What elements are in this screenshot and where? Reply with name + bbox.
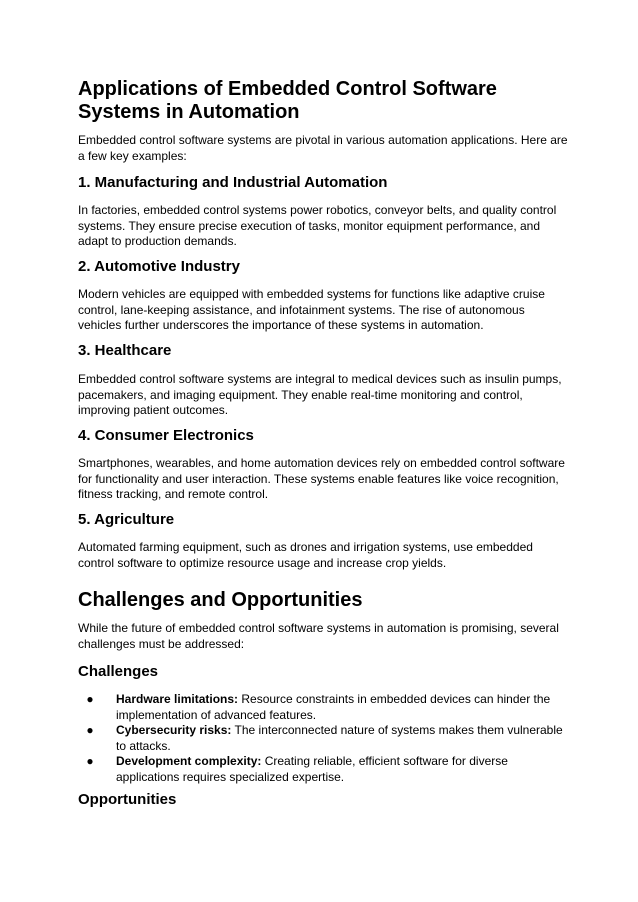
challenges-opportunities-heading: Challenges and Opportunities <box>78 589 363 611</box>
section-body-consumer-electronics: Smartphones, wearables, and home automation devices rely on embedded control software for functionality and user interaction. These systems enable features like voice recognition, fitness tracking, and remote control. <box>78 456 565 501</box>
opportunities-subheading: Opportunities <box>78 791 177 808</box>
challenge-term: Development complexity: <box>116 754 262 768</box>
section-heading-healthcare: 3. Healthcare <box>78 342 172 359</box>
list-item <box>78 723 568 754</box>
bullet-icon: ● <box>86 692 94 706</box>
challenge-term: Cybersecurity risks: <box>116 723 232 737</box>
section-body-automotive: Modern vehicles are equipped with embedded systems for functions like adaptive cruise control, lane-keeping assistance, and infotainment systems. The rise of autonomous vehicles further underscores the importance of these systems in automation. <box>78 287 545 332</box>
bullet-icon: ● <box>86 723 94 737</box>
section-body-agriculture: Automated farming equipment, such as drones and irrigation systems, use embedded control software to optimize resource usage and increase crop yields. <box>78 540 533 570</box>
challenges-intro-paragraph: While the future of embedded control software systems in automation is promising, several challenges must be addressed: <box>78 621 559 651</box>
intro-paragraph: Embedded control software systems are pivotal in various automation applications. Here are a few key examples: <box>78 133 568 163</box>
challenge-text: Resource constraints in embedded devices can hinder the implementation of advanced features. <box>116 692 551 722</box>
challenges-list <box>78 692 568 785</box>
list-item <box>78 692 568 723</box>
section-body-healthcare: Embedded control software systems are integral to medical devices such as insulin pumps, pacemakers, and imaging equipment. They enable real-time monitoring and control, improving patient outcomes. <box>78 372 562 417</box>
challenge-text: Creating reliable, efficient software for diverse applications requires specialized expertise. <box>116 754 508 784</box>
challenge-term: Hardware limitations: <box>116 692 239 706</box>
challenge-text: The interconnected nature of systems makes them vulnerable to attacks. <box>116 723 563 753</box>
section-heading-automotive: 2. Automotive Industry <box>78 258 240 275</box>
bullet-icon: ● <box>86 754 94 768</box>
challenges-subheading: Challenges <box>78 663 159 680</box>
page-title: Applications of Embedded Control Software Systems in Automation <box>78 78 497 123</box>
section-heading-consumer-electronics: 4. Consumer Electronics <box>78 427 254 444</box>
section-heading-agriculture: 5. Agriculture <box>78 511 175 528</box>
list-item <box>78 754 568 785</box>
section-body-manufacturing: In factories, embedded control systems power robotics, conveyor belts, and quality control systems. They ensure precise execution of tasks, monitor equipment performance, and adapt to production demands. <box>78 203 557 248</box>
section-heading-manufacturing: 1. Manufacturing and Industrial Automation <box>78 174 388 191</box>
